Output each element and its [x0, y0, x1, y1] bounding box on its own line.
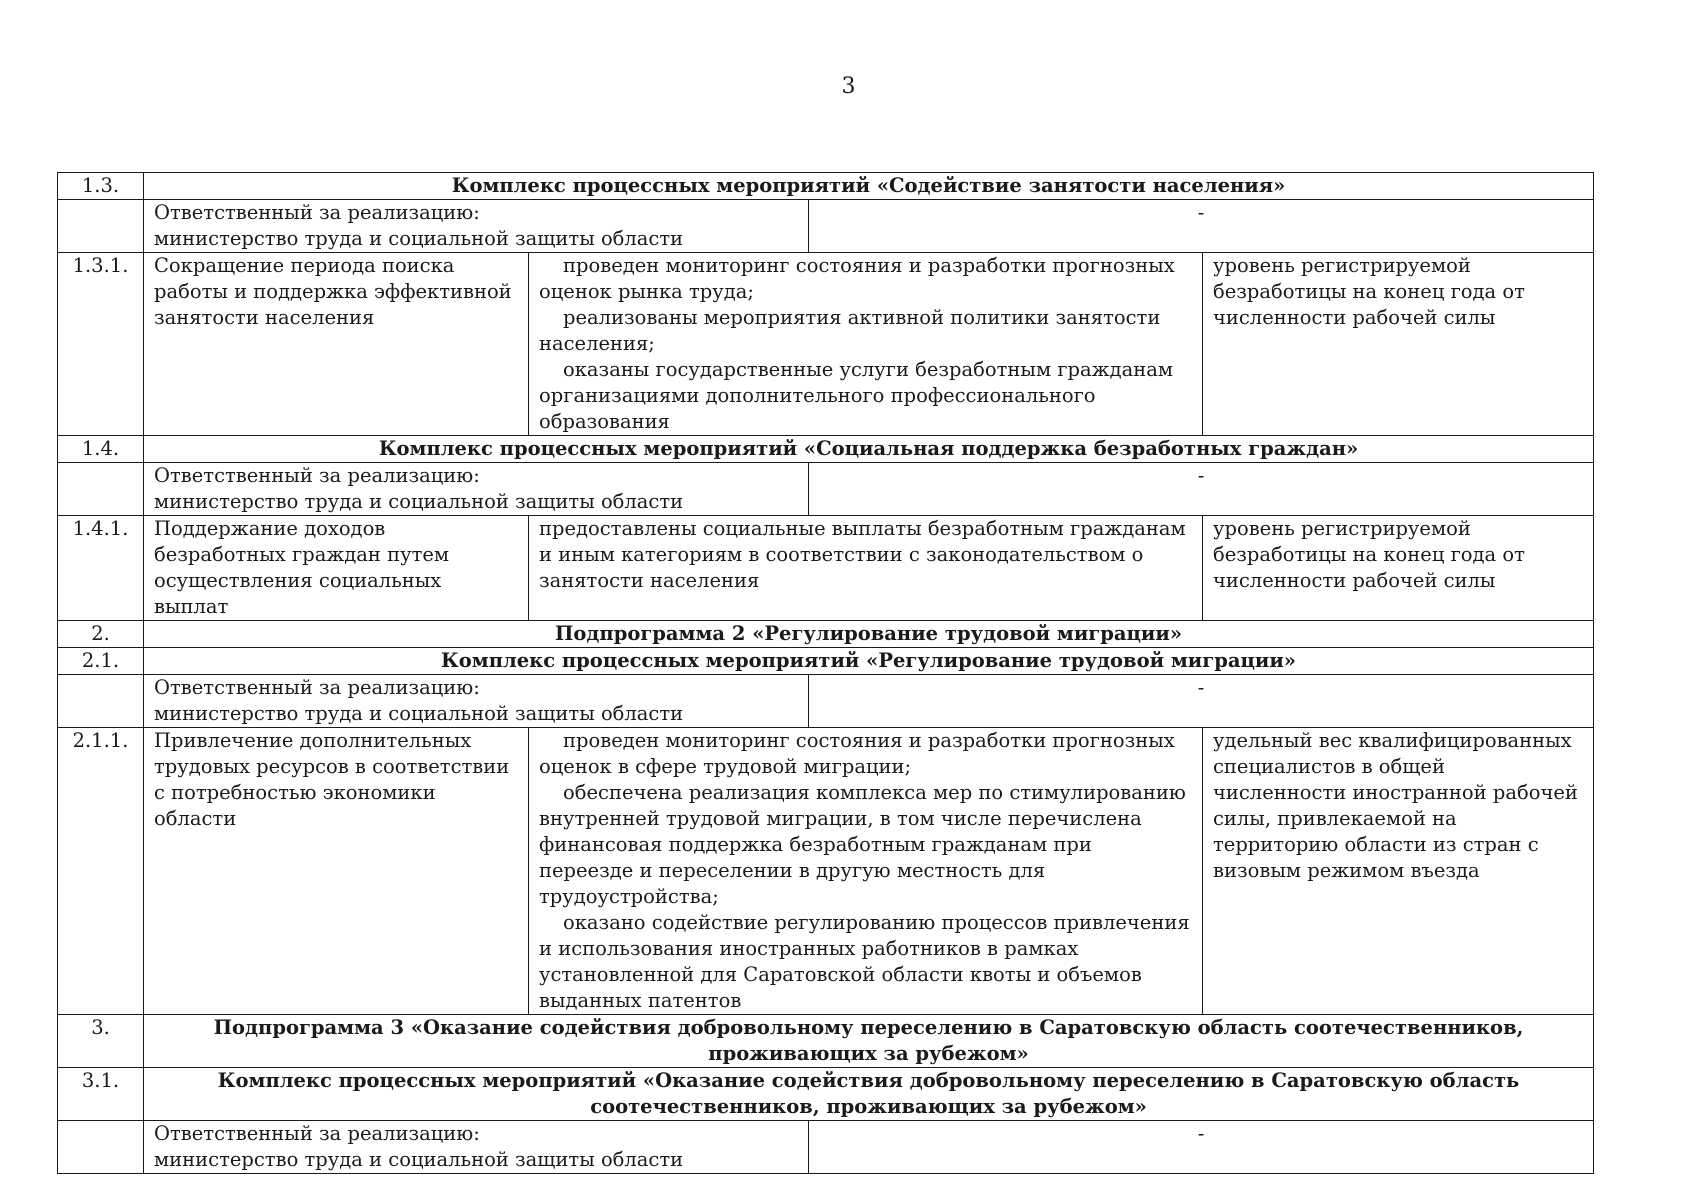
table-row — [58, 200, 1594, 253]
row-number: 1.3. — [58, 173, 144, 200]
row-number: 1.4.1. — [58, 516, 144, 621]
indicator-cell: уровень регистрируемой безработицы на конец года от численности рабочей силы — [1203, 253, 1594, 436]
table-row — [58, 1068, 1594, 1121]
table-row — [58, 621, 1594, 648]
section-title: Комплекс процессных мероприятий «Содействие занятости населения» — [144, 173, 1594, 200]
empty-cell — [58, 200, 144, 253]
task-cell: Сокращение периода поиска работы и поддержка эффективной занятости населения — [144, 253, 529, 436]
result-item: проведен мониторинг состояния и разработки прогнозных оценок рынка труда; — [539, 254, 1175, 303]
empty-cell — [58, 675, 144, 728]
responsible-value: министерство труда и социальной защиты области — [154, 702, 684, 725]
empty-cell — [58, 1121, 144, 1174]
subprogram-title-line: проживающих за рубежом» — [708, 1042, 1029, 1065]
empty-cell — [58, 463, 144, 516]
results-cell — [529, 728, 1203, 1015]
results-cell — [529, 253, 1203, 436]
responsible-value: министерство труда и социальной защиты области — [154, 1148, 684, 1171]
result-item: оказано содействие регулированию процессов привлечения и использования иностранных работников в рамках установленной для Саратовской области квоты и объемов выданных патентов — [539, 911, 1190, 1012]
table-row — [58, 1015, 1594, 1068]
dash-cell: - — [809, 675, 1594, 728]
result-item: проведен мониторинг состояния и разработки прогнозных оценок в сфере трудовой миграции; — [539, 729, 1175, 778]
subprogram-title: Подпрограмма 2 «Регулирование трудовой миграции» — [144, 621, 1594, 648]
subprogram-title — [144, 1015, 1594, 1068]
table-row — [58, 463, 1594, 516]
program-table — [57, 172, 1594, 1174]
section-title: Комплекс процессных мероприятий «Регулирование трудовой миграции» — [144, 648, 1594, 675]
table-row — [58, 173, 1594, 200]
task-cell: Привлечение дополнительных трудовых ресурсов в соответствии с потребностью экономики области — [144, 728, 529, 1015]
responsible-cell — [144, 1121, 809, 1174]
row-number: 1.3.1. — [58, 253, 144, 436]
table-row — [58, 436, 1594, 463]
responsible-cell — [144, 200, 809, 253]
task-cell: Поддержание доходов безработных граждан путем осуществления социальных выплат — [144, 516, 529, 621]
responsible-label: Ответственный за реализацию: — [154, 1122, 480, 1145]
result-item: оказаны государственные услуги безработным гражданам организациями дополнительного профессионального образования — [539, 358, 1174, 433]
responsible-value: министерство труда и социальной защиты области — [154, 227, 684, 250]
result-item: реализованы мероприятия активной политики занятости населения; — [539, 306, 1161, 355]
table-row — [58, 253, 1594, 436]
table-row — [58, 1121, 1594, 1174]
responsible-value: министерство труда и социальной защиты области — [154, 490, 684, 513]
table-row — [58, 728, 1594, 1015]
section-title-line: Комплекс процессных мероприятий «Оказание содействия добровольному переселению в Саратовскую область — [217, 1069, 1520, 1092]
table-row — [58, 516, 1594, 621]
page-number: 3 — [841, 74, 856, 99]
responsible-label: Ответственный за реализацию: — [154, 676, 480, 699]
result-item: обеспечена реализация комплекса мер по стимулированию внутренней трудовой миграции, в том числе перечислена финансовая поддержка безработным гражданам при переезде и переселении в другую местность для трудоустройства; — [539, 781, 1186, 908]
section-title — [144, 1068, 1594, 1121]
responsible-label: Ответственный за реализацию: — [154, 201, 480, 224]
table-row — [58, 675, 1594, 728]
responsible-cell — [144, 463, 809, 516]
indicator-cell: удельный вес квалифицированных специалистов в общей численности иностранной рабочей силы, привлекаемой на территорию области из стран с визовым режимом въезда — [1203, 728, 1594, 1015]
row-number: 3.1. — [58, 1068, 144, 1121]
responsible-label: Ответственный за реализацию: — [154, 464, 480, 487]
section-title: Комплекс процессных мероприятий «Социальная поддержка безработных граждан» — [144, 436, 1594, 463]
subprogram-title-line: Подпрограмма 3 «Оказание содействия добровольному переселению в Саратовскую область соотечественников, — [213, 1016, 1524, 1039]
table-row — [58, 648, 1594, 675]
results-cell: предоставлены социальные выплаты безработным гражданам и иным категориям в соответствии с законодательством о занятости населения — [529, 516, 1203, 621]
indicator-cell: уровень регистрируемой безработицы на конец года от численности рабочей силы — [1203, 516, 1594, 621]
dash-cell: - — [809, 1121, 1594, 1174]
row-number: 2.1. — [58, 648, 144, 675]
row-number: 2. — [58, 621, 144, 648]
row-number: 2.1.1. — [58, 728, 144, 1015]
responsible-cell — [144, 675, 809, 728]
section-title-line: соотечественников, проживающих за рубежом» — [590, 1095, 1147, 1118]
row-number: 3. — [58, 1015, 144, 1068]
row-number: 1.4. — [58, 436, 144, 463]
dash-cell: - — [809, 463, 1594, 516]
dash-cell: - — [809, 200, 1594, 253]
